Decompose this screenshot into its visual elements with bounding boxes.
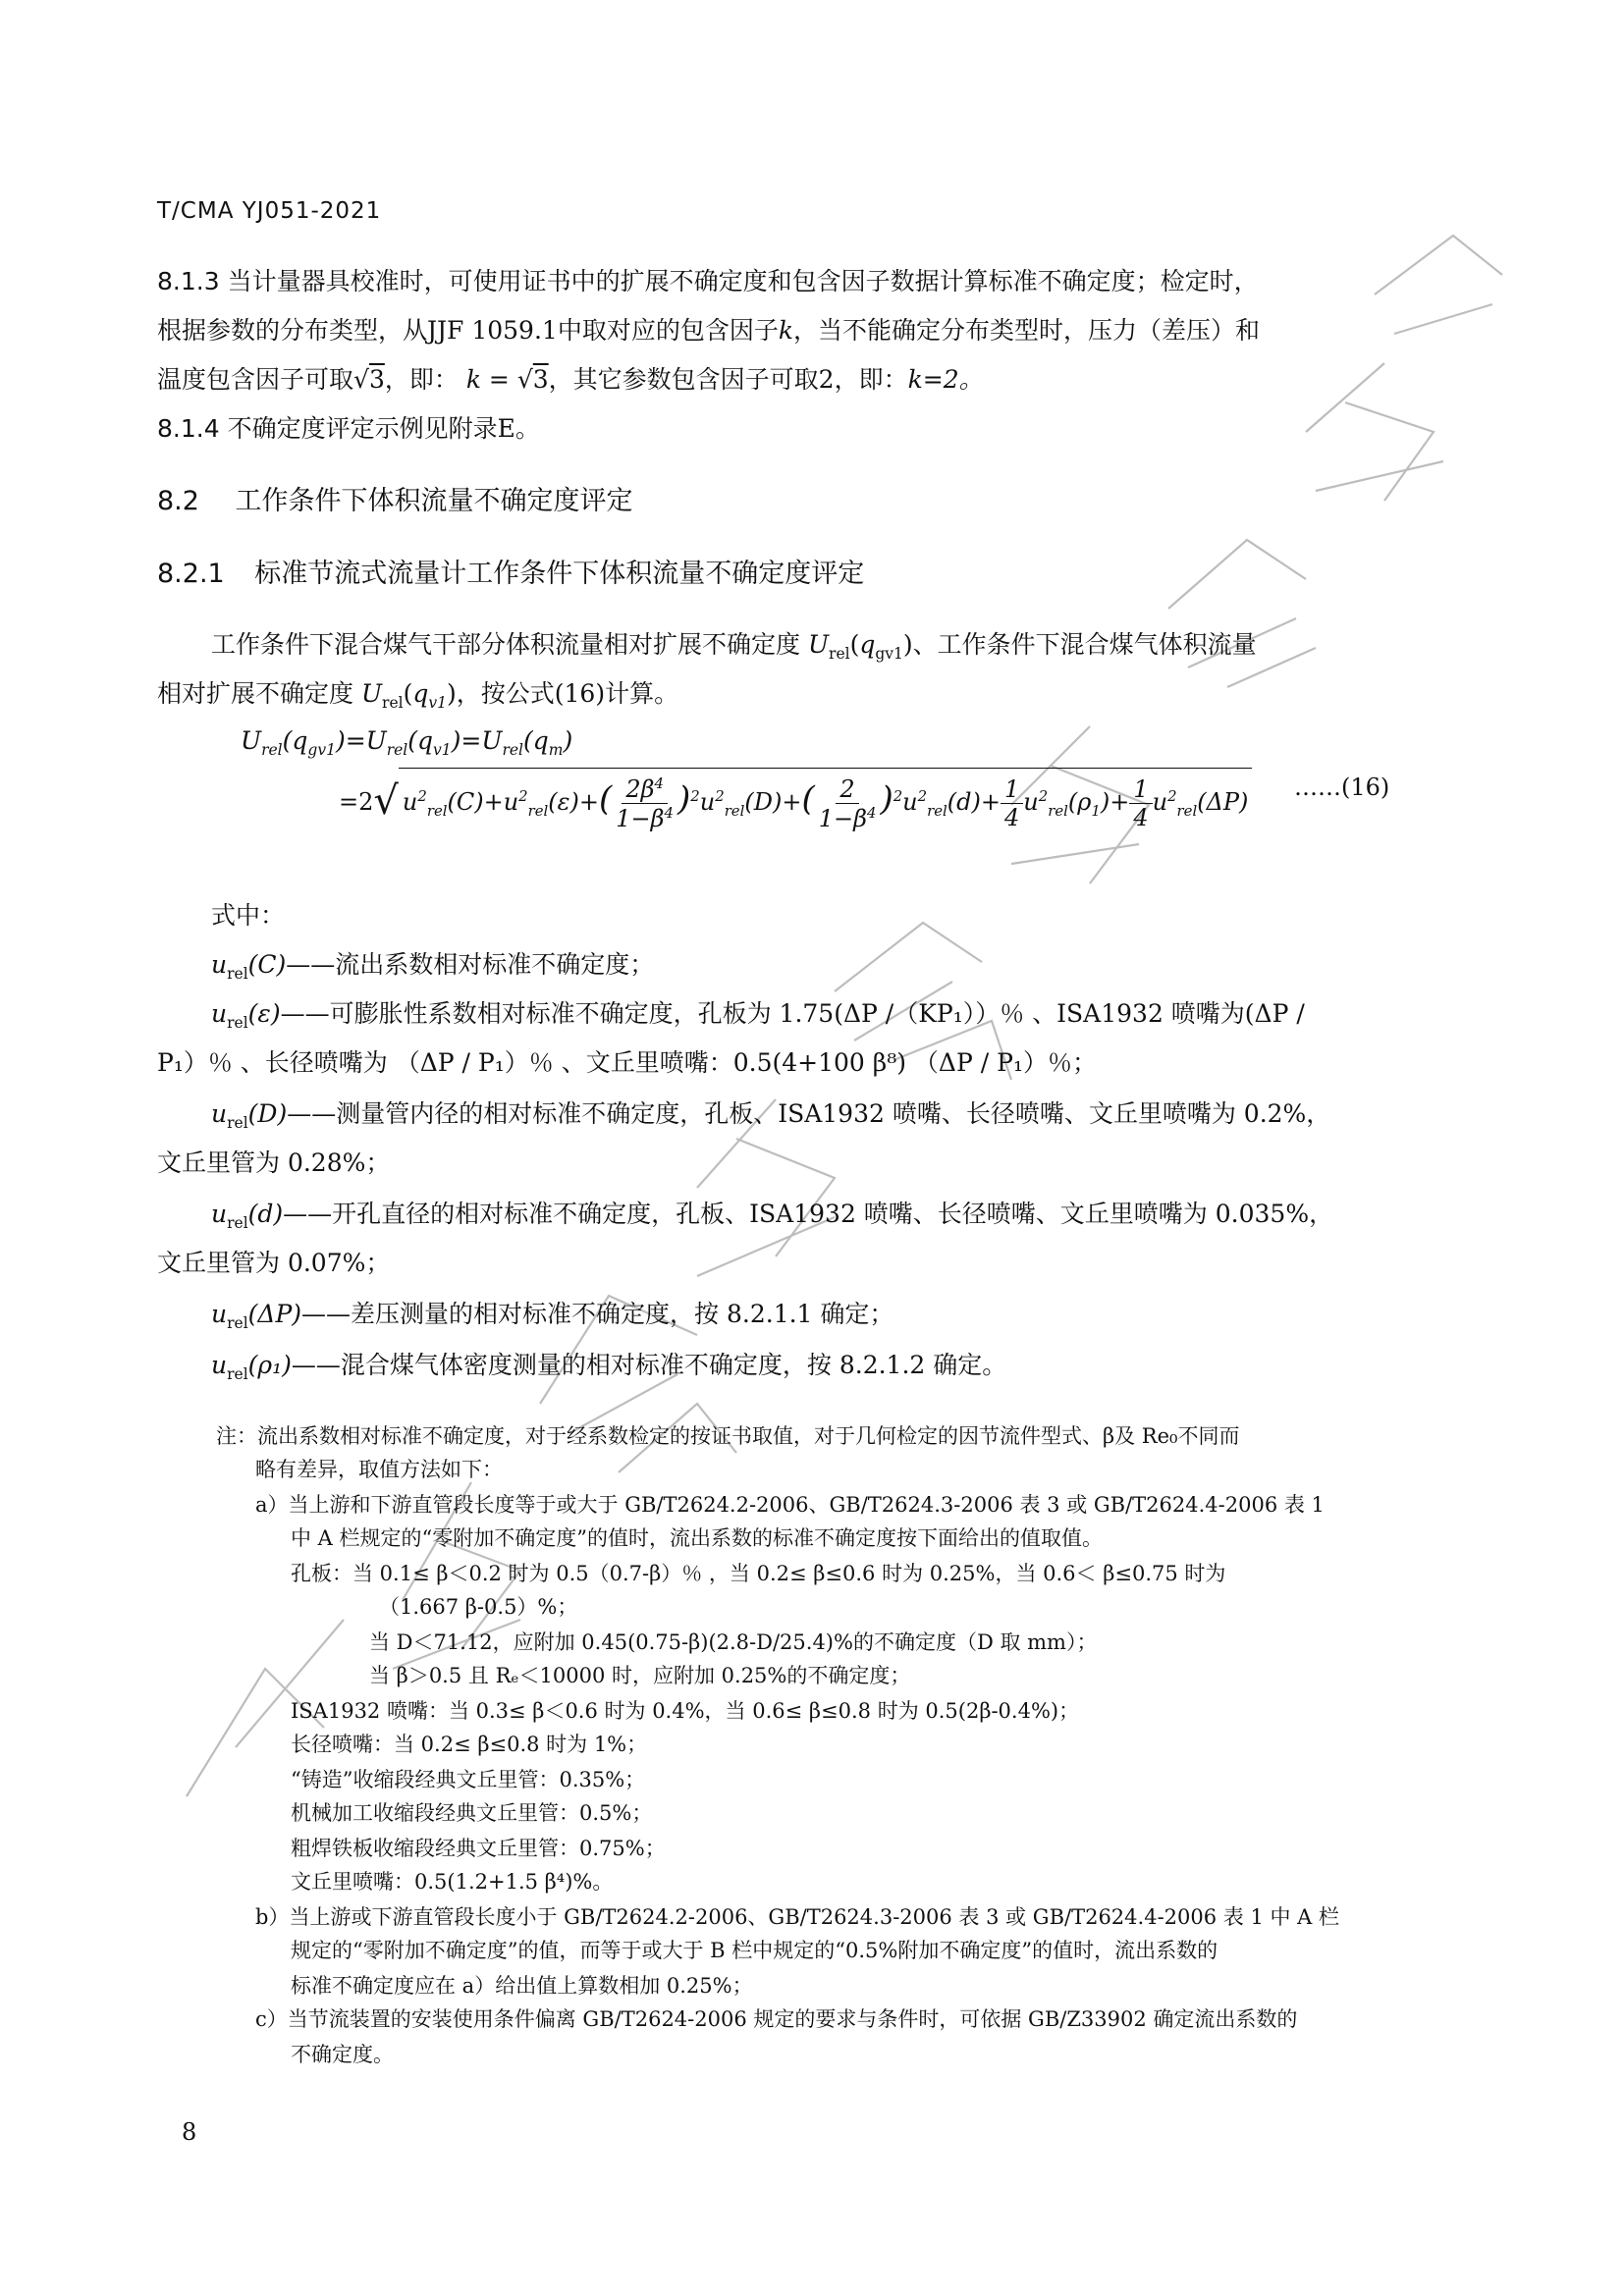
section-text: 根据参数的分布类型，从JJF 1059.1中取对应的包含因子	[157, 316, 779, 345]
note-line-1: 略有差异，取值方法如下：	[255, 1458, 503, 1481]
def-epsilon: $u_{rel}(\varepsilon)——$可膨胀性系数相对标准不确定度，孔板为 1.75(ΔP /（KP₁））％ 、ISA1932 喷嘴为(ΔP /	[211, 999, 1305, 1032]
note-line-9: 长径喷嘴：当 0.2≤ β≤0.8 时为 1%；	[291, 1733, 648, 1756]
k-symbol: k	[778, 316, 793, 345]
section-8-1-3-line2	[157, 306, 1260, 355]
k-equation: k =	[465, 365, 517, 394]
doc-header: T/CMA YJ051-2021	[157, 198, 382, 224]
section-number: 8.1.4	[157, 414, 220, 443]
def-deltap: $u_{rel}(\Delta P)——$差压测量的相对标准不确定度，按 8.2.1.1 确定；	[211, 1300, 894, 1332]
note-line-2: a）当上游和下游直管段长度等于或大于 GB/T2624.2-2006、GB/T2624.3-2006 表 3 或 GB/T2624.4-2006 表 1	[255, 1493, 1325, 1517]
section-number: 8.2	[157, 486, 199, 516]
note-line-3: 中 A 栏规定的“零附加不确定度”的值时，流出系数的标准不确定度按下面给出的值取值。	[291, 1526, 1103, 1550]
page-number: 8	[182, 2118, 197, 2146]
intro-line2: 相对扩展不确定度 $U_{rel}(q_{v1})$，按公式(16)计算。	[157, 679, 679, 712]
section-text: ，即：	[384, 365, 459, 394]
section-8-1-3-line1	[157, 257, 1259, 306]
heading-8-2	[157, 479, 633, 517]
def-d-upper-cont: 文丘里管为 0.28%；	[157, 1148, 391, 1177]
note-line-17: c）当节流装置的安装使用条件偏离 GB/T2624-2006 规定的要求与条件时，可依据 GB/Z33902 确定流出系数的	[255, 2007, 1298, 2031]
note-line-18: 不确定度。	[291, 2043, 394, 2066]
section-text: ，其它参数包含因子可取2，即：	[548, 365, 908, 394]
formula-number: ……(16)	[1294, 774, 1390, 801]
def-c: $u_{rel}(C)——$流出系数相对标准不确定度；	[211, 950, 655, 983]
note-line-0: 注：流出系数相对标准不确定度，对于经系数检定的按证书取值，对于几何检定的因节流件型式、β及 Re₀不同而	[216, 1424, 1240, 1448]
def-epsilon-cont: P₁）％ 、长径喷嘴为 （ΔP / P₁）％ 、文丘里喷嘴：0.5(4+100 β⁸) （ΔP / P₁）％；	[157, 1048, 1097, 1077]
section-number: 8.1.3	[157, 267, 220, 295]
formula-16-line2: =2√ $u^2_{rel}(C)+u^2_{rel}(\varepsilon)+$( $\frac{2\beta^4}{1-\beta^4}$ )$^2u^2_{rel}(D)+$( $\frac{2}{1-\beta^4}$ )$^2u^2_{rel}(d)+$ $\frac{1}{4}$ $u^2_{rel}(\rho_1)+$ $\frac{1}{4}$ $u^2_{rel}(\Delta P)$	[339, 768, 1252, 832]
section-8-1-4	[157, 404, 540, 454]
def-d-lower: $u_{rel}(d)——$开孔直径的相对标准不确定度，孔板、ISA1932 喷嘴、长径喷嘴、文丘里喷嘴为 0.035%，	[211, 1200, 1334, 1232]
def-d-lower-cont: 文丘里管为 0.07%；	[157, 1249, 391, 1277]
sqrt-3: √3	[353, 365, 385, 394]
note-line-7: 当 β＞0.5 且 Rₑ＜10000 时，应附加 0.25%的不确定度；	[369, 1664, 911, 1687]
formula-16-line1: $U_{rel}(q_{gv1})=U_{rel}(q_{v1})=U_{rel}(q_m)$	[241, 726, 573, 759]
note-line-13: 文丘里喷嘴：0.5(1.2+1.5 β⁴)%。	[291, 1870, 614, 1894]
where-label: 式中：	[211, 901, 286, 930]
note-line-4: 孔板：当 0.1≤ β＜0.2 时为 0.5（0.7-β）％ ，当 0.2≤ β≤0.6 时为 0.25%，当 0.6＜ β≤0.75 时为	[291, 1562, 1226, 1585]
sqrt-3: √3	[516, 365, 549, 394]
note-line-6: 当 D＜71.12，应附加 0.45(0.75-β)(2.8-D/25.4)%的不确定度（D 取 mm）；	[369, 1630, 1098, 1654]
heading-8-2-1	[157, 552, 864, 590]
section-text: ，当不能确定分布类型时，压力（差压）和	[792, 316, 1260, 345]
intro-line1: 工作条件下混合煤气干部分体积流量相对扩展不确定度 $U_{rel}(q_{gv1})$、工作条件下混合煤气体积流量	[211, 630, 1257, 663]
note-line-5: （1.667 β-0.5）%；	[379, 1595, 578, 1619]
def-d-upper: $u_{rel}(D)——$测量管内径的相对标准不确定度，孔板、ISA1932 喷嘴、长径喷嘴、文丘里喷嘴为 0.2%，	[211, 1099, 1331, 1132]
note-line-14: b）当上游或下游直管段长度小于 GB/T2624.2-2006、GB/T2624.3-2006 表 3 或 GB/T2624.4-2006 表 1 中 A 栏	[255, 1905, 1340, 1929]
section-number: 8.2.1	[157, 559, 225, 589]
note-line-12: 粗焊铁板收缩段经典文丘里管：0.75%；	[291, 1837, 666, 1860]
k2-equation: k=2。	[907, 365, 984, 394]
section-text: 当计量器具校准时，可使用证书中的扩展不确定度和包含因子数据计算标准不确定度；检定时，	[227, 267, 1259, 295]
section-8-1-3-line3	[157, 355, 984, 404]
note-line-10: “铸造”收缩段经典文丘里管：0.35%；	[291, 1768, 646, 1791]
section-title: 工作条件下体积流量不确定度评定	[235, 486, 633, 516]
section-text: 温度包含因子可取	[157, 365, 354, 394]
section-title: 标准节流式流量计工作条件下体积流量不确定度评定	[254, 559, 865, 589]
note-line-16: 标准不确定度应在 a）给出值上算数相加 0.25%；	[291, 1974, 753, 1998]
def-rho: $u_{rel}(\rho_1)——$混合煤气体密度测量的相对标准不确定度，按 8.2.1.2 确定。	[211, 1351, 1007, 1383]
note-line-11: 机械加工收缩段经典文丘里管：0.5%；	[291, 1801, 653, 1825]
note-line-8: ISA1932 喷嘴：当 0.3≤ β＜0.6 时为 0.4%，当 0.6≤ β≤0.8 时为 0.5(2β-0.4%)；	[291, 1699, 1080, 1723]
note-line-15: 规定的“零附加不确定度”的值，而等于或大于 B 栏中规定的“0.5%附加不确定度”的值时，流出系数的	[291, 1939, 1218, 1962]
section-text: 不确定度评定示例见附录E。	[227, 414, 540, 443]
